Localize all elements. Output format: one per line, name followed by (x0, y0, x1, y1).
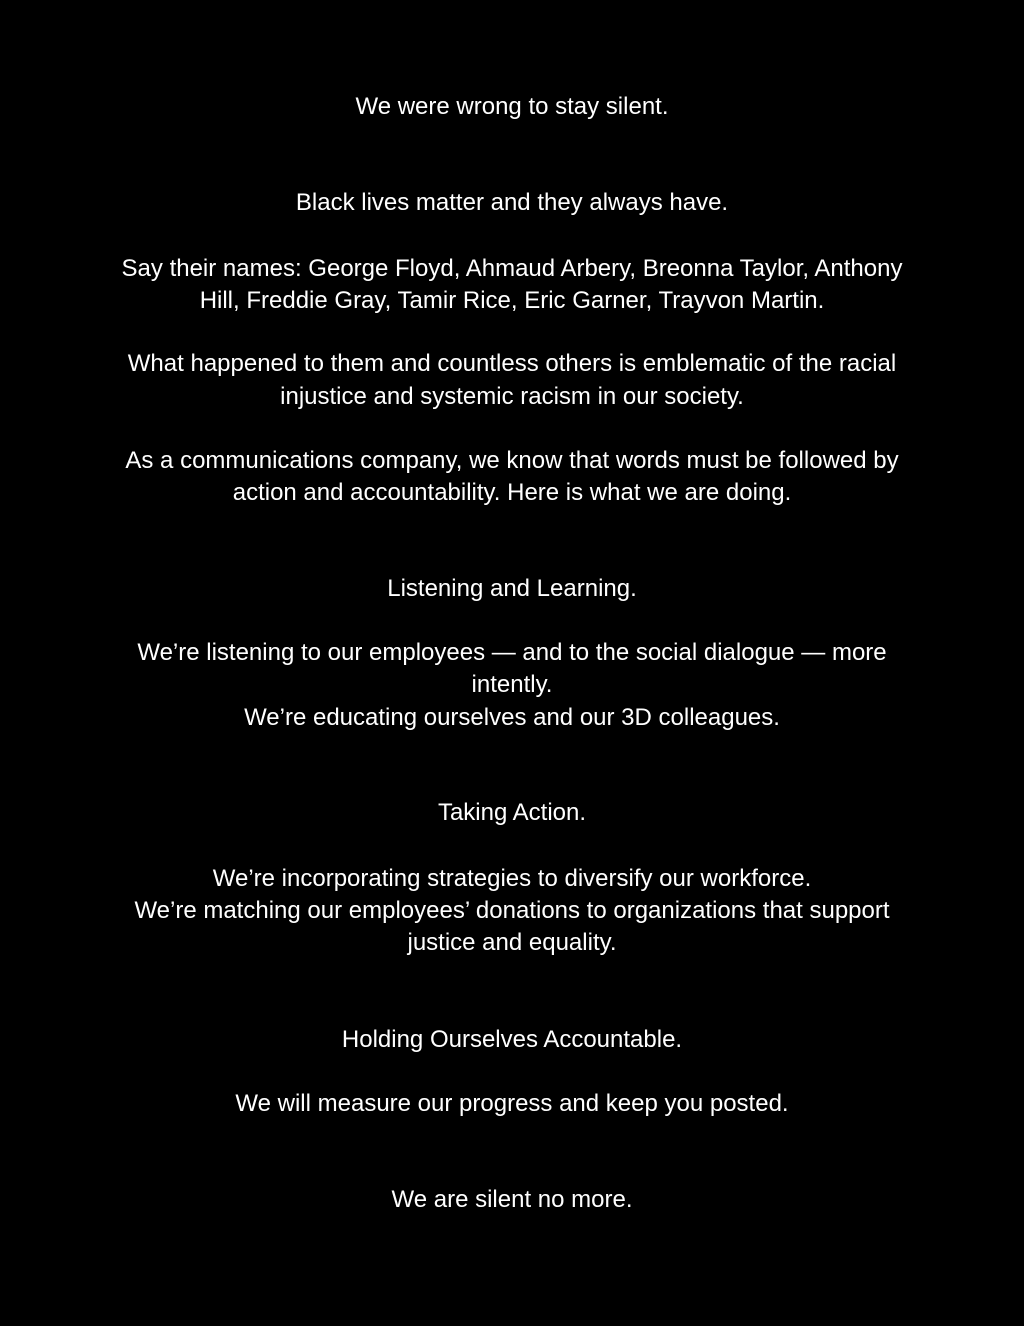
action-line-3: justice and equality. (407, 929, 617, 956)
affirmation-line: Black lives matter and they always have. (295, 189, 729, 216)
listening-line-2: intently. (471, 671, 553, 698)
action-line-2: We’re matching our employees’ donations to organizations that support (134, 897, 890, 924)
listening-heading: Listening and Learning. (387, 575, 637, 602)
commitment-line-2: action and accountability. Here is what we are doing. (232, 479, 792, 506)
action-heading: Taking Action. (437, 799, 587, 826)
accountable-line-1: We will measure our progress and keep you posted. (235, 1090, 789, 1117)
accountable-heading: Holding Ourselves Accountable. (341, 1026, 683, 1053)
names-line-2: Hill, Freddie Gray, Tamir Rice, Eric Garner, Trayvon Martin. (199, 287, 825, 314)
action-line-1: We’re incorporating strategies to diversify our workforce. (212, 865, 812, 892)
injustice-line-1: What happened to them and countless others is emblematic of the racial (127, 350, 897, 377)
commitment-line-1: As a communications company, we know that words must be followed by (125, 447, 899, 474)
closing-line: We are silent no more. (391, 1186, 633, 1213)
names-line-1: Say their names: George Floyd, Ahmaud Arbery, Breonna Taylor, Anthony (121, 255, 903, 282)
listening-line-3: We’re educating ourselves and our 3D colleagues. (244, 704, 780, 731)
listening-line-1: We’re listening to our employees — and to the social dialogue — more (137, 639, 887, 666)
injustice-line-2: injustice and systemic racism in our society. (280, 383, 744, 410)
opening-line: We were wrong to stay silent. (355, 93, 669, 120)
